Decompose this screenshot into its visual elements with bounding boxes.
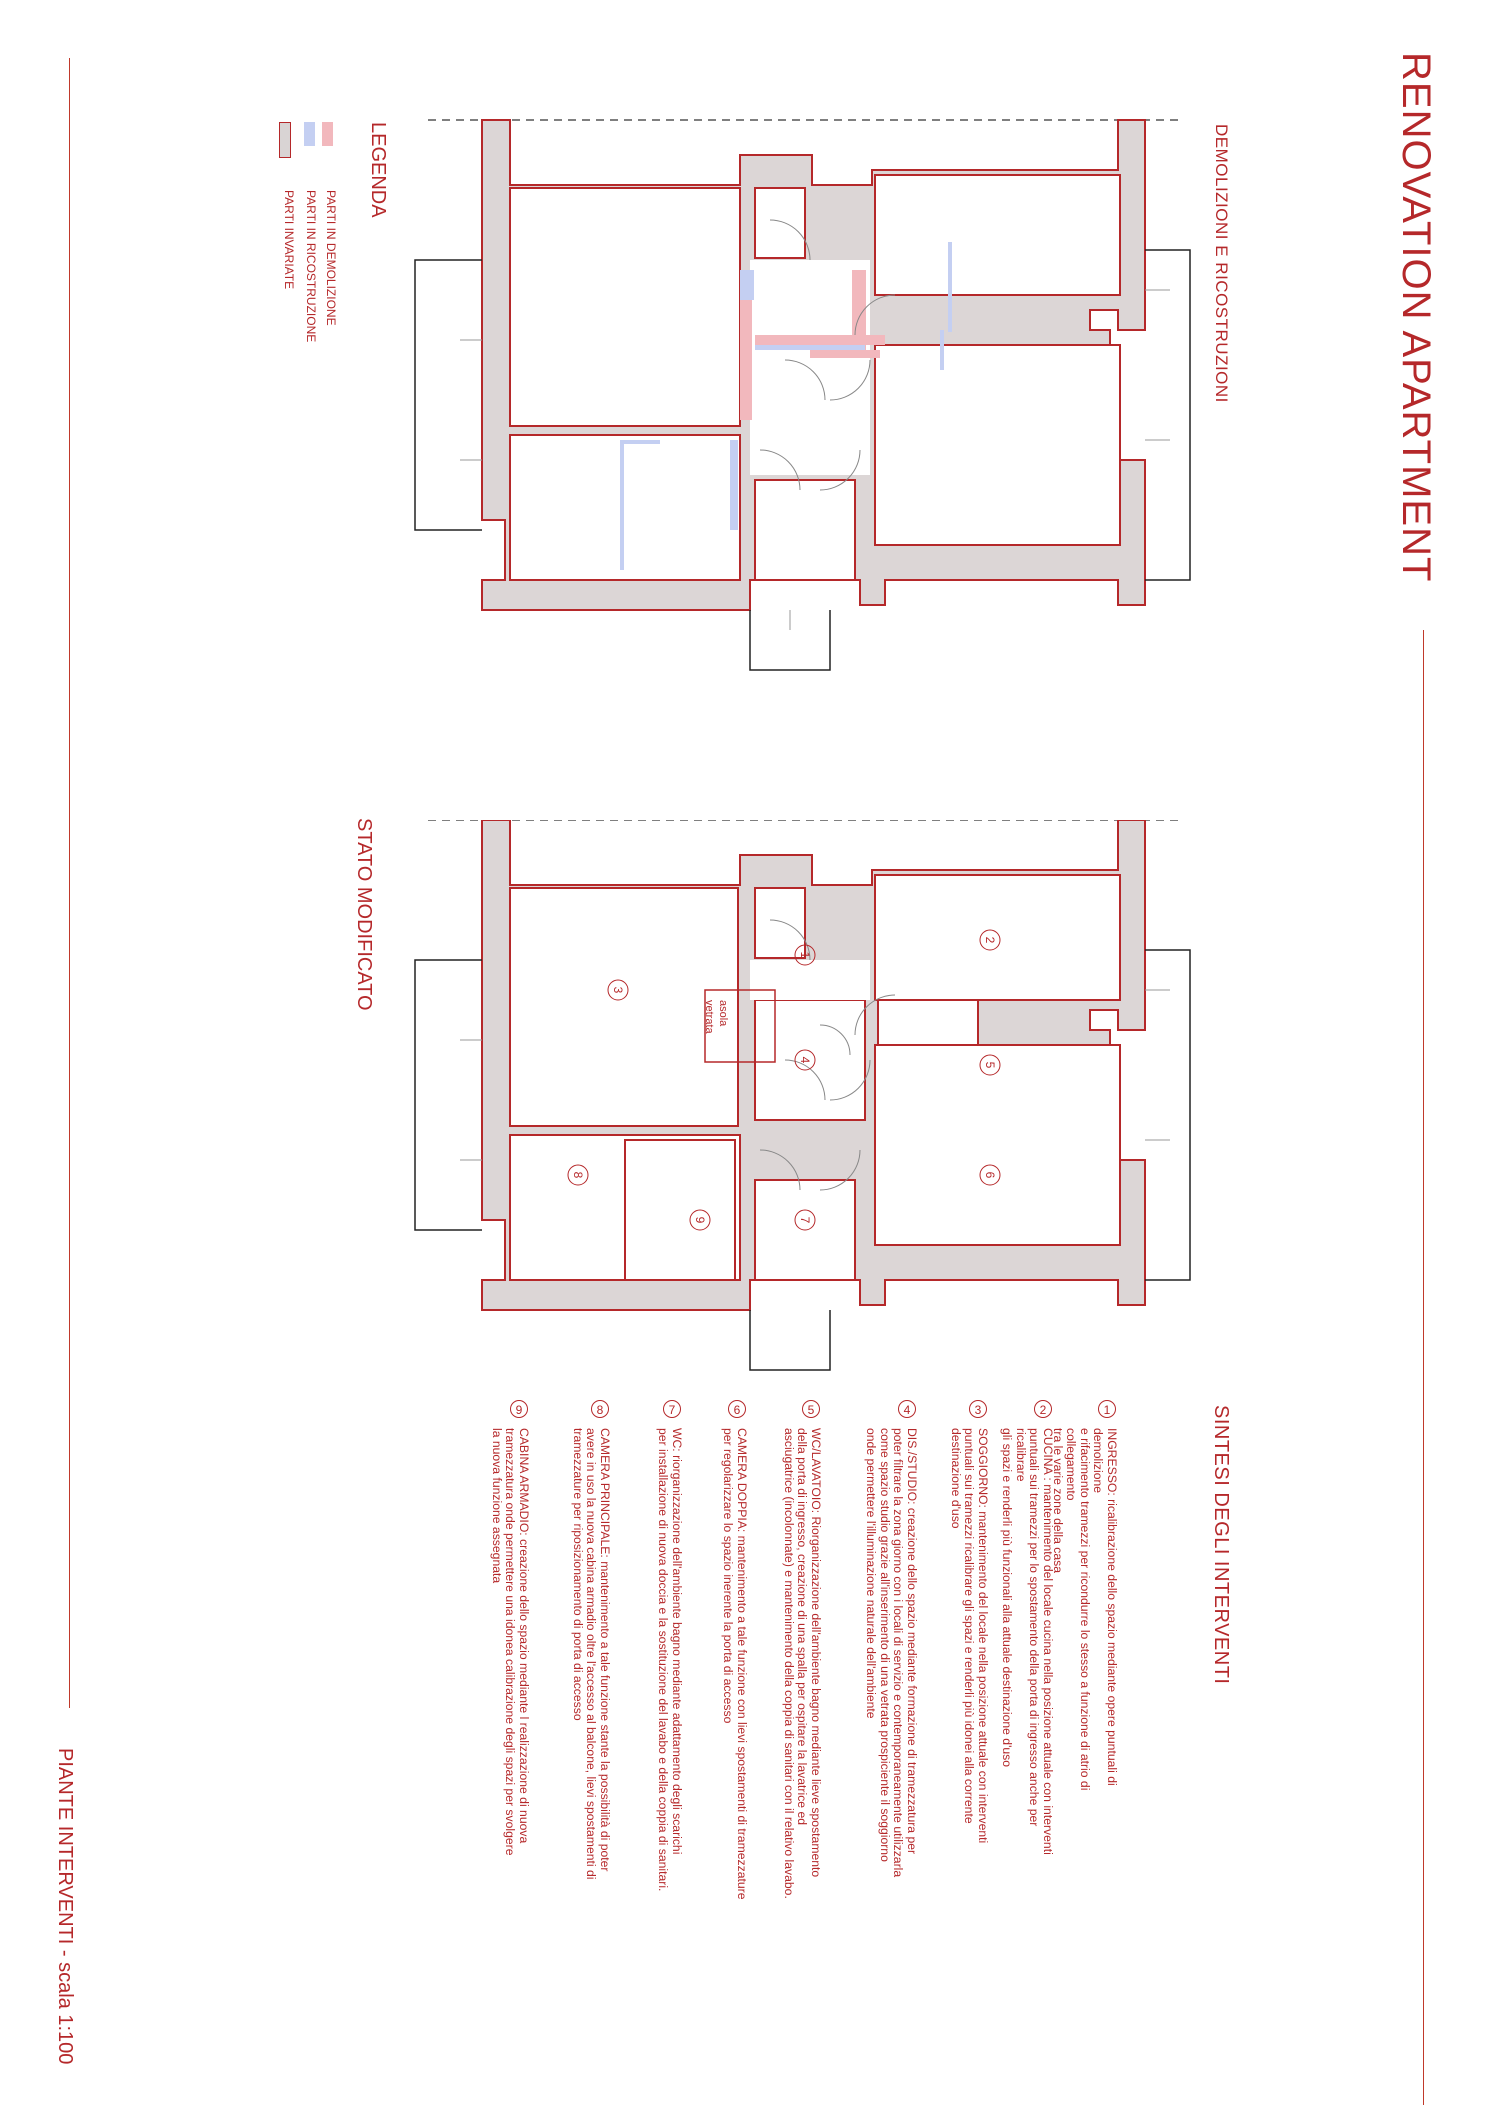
sheet-title: RENOVATION APARTMENT [1394,52,1438,583]
summary-item-4-number: 4 [898,1400,916,1418]
summary-item-6-number: 6 [728,1400,746,1418]
legend-label-demolition: PARTI IN DEMOLIZIONE [324,190,338,326]
room-3-number: 3 [611,986,625,994]
legend-swatch-unchanged [279,122,291,158]
summary-item-5-number: 5 [802,1400,820,1418]
room-9-number: 9 [693,1216,707,1224]
room-7-number: 7 [798,1216,812,1224]
sheet-footer: PIANTE INTERVENTI - scala 1:100 [54,1748,76,2065]
legend-title: LEGENDA [367,122,389,218]
plan-bottom-heading: STATO MODIFICATO [353,818,375,1011]
room-4-number: 4 [798,1056,812,1064]
summary-item-3-text: SOGGIORNO: mantenimento del locale nella posizione attuale con interventi puntuali sui tramezzi ricalibrare gli spazi e renderli più idonei alla corrente destinazione d'uso [949,1428,990,1844]
legend-label-unchanged: PARTI INVARIATE [282,190,296,290]
room-8-number: 8 [571,1171,585,1179]
summary-item-6-text: CAMERA DOPPIA: mantenimento a tale funzione con lievi spostamenti di tramezzature per regolarizzare lo spazio inerente la porta di accesso [721,1428,749,1900]
summary-item-4-text: DIS./STUDIO: creazione dello spazio mediante formazione di tramezzatura per poter filtrare la zona giorno con i locali di servizio e contemporaneamente utilizzarla come spazio studio grazie all'inserimento di una vetrata prospiciente il soggiorno onde permettere l'illuminazione naturale dell'ambiente [864,1428,919,1878]
room-6-number: 6 [983,1171,997,1179]
summary-item-1-number: 1 [1098,1400,1116,1418]
floor-plan-modified [400,820,1200,1420]
summary-item-7-number: 7 [663,1400,681,1418]
floor-plan-demolitions [400,110,1200,710]
summary-item-5-text: WC/LAVATOIO: Riorganizzazione dell'ambiente bagno mediante lieve spostamento della porta di ingresso, creazione di una spalla per ospitare la lavatrice ed asciugatrice (incolonnate) e mantenimento della coppia di sanitari con il relativo lavabo. [782,1428,823,1899]
room-1-number: 1 [798,951,812,959]
summary-item-2-text: CUCINA : mantenimento del locale cucina nella posizione attuale con interventi puntuali sui tramezzi per lo spostamento della porta di ingresso anche per ricalibrare gli spazi e renderli più funzionali alla attuale destinazione d'uso [1000,1428,1055,1855]
summary-item-9-number: 9 [510,1400,528,1418]
summary-title: SINTESI DEGLI INTERVENTI [1210,1405,1232,1685]
summary-item-8-number: 8 [591,1400,609,1418]
glazed-opening-label-1: asola [717,1000,729,1027]
plan-top-heading: DEMOLIZIONI E RICOSTRUZIONI [1212,124,1231,403]
right-frame-line-lower [1423,630,1424,2105]
summary-item-2-number: 2 [1034,1400,1052,1418]
summary-item-3-number: 3 [969,1400,987,1418]
glazed-opening-label-2: vetrata [703,1000,715,1034]
legend-label-reconstruction: PARTI IN RICOSTRUZIONE [304,190,318,343]
room-2-number: 2 [983,936,997,944]
left-frame-line [69,58,70,1708]
legend-swatch-reconstruction [304,122,315,146]
summary-item-9-text: CABINA ARMADIO: creazione dello spazio mediante l realizzazione di nuova tramezzatura onde permettere una idonea calibrazione degli spazi per svolgere la nuova funzione assegnata [490,1428,531,1856]
summary-item-7-text: WC: riorganizzazione dell'ambiente bagno mediante adattamento degli scarichi per installazione di nuova doccia e la sostituzione del lavabo e della coppia di sanitari. [656,1428,684,1892]
room-5-number: 5 [983,1061,997,1069]
summary-item-1-text: INGRESSO: ricalibrazione dello spazio mediante opere puntuali di demolizione e rifacimento tramezzi per ricondurre lo stesso a funzione di atrio di collegamento tra le varie zone della casa [1051,1428,1119,1791]
summary-item-8-text: CAMERA PRINCIPALE: mantenimento a tale funzione stante la possibilità di poter avere in uso la nuova cabina armadio oltre l'accesso al balcone, lievi spostamenti di tramezzature per riposizionamento di porta di accesso [571,1428,612,1880]
legend-swatch-demolition [322,122,333,146]
